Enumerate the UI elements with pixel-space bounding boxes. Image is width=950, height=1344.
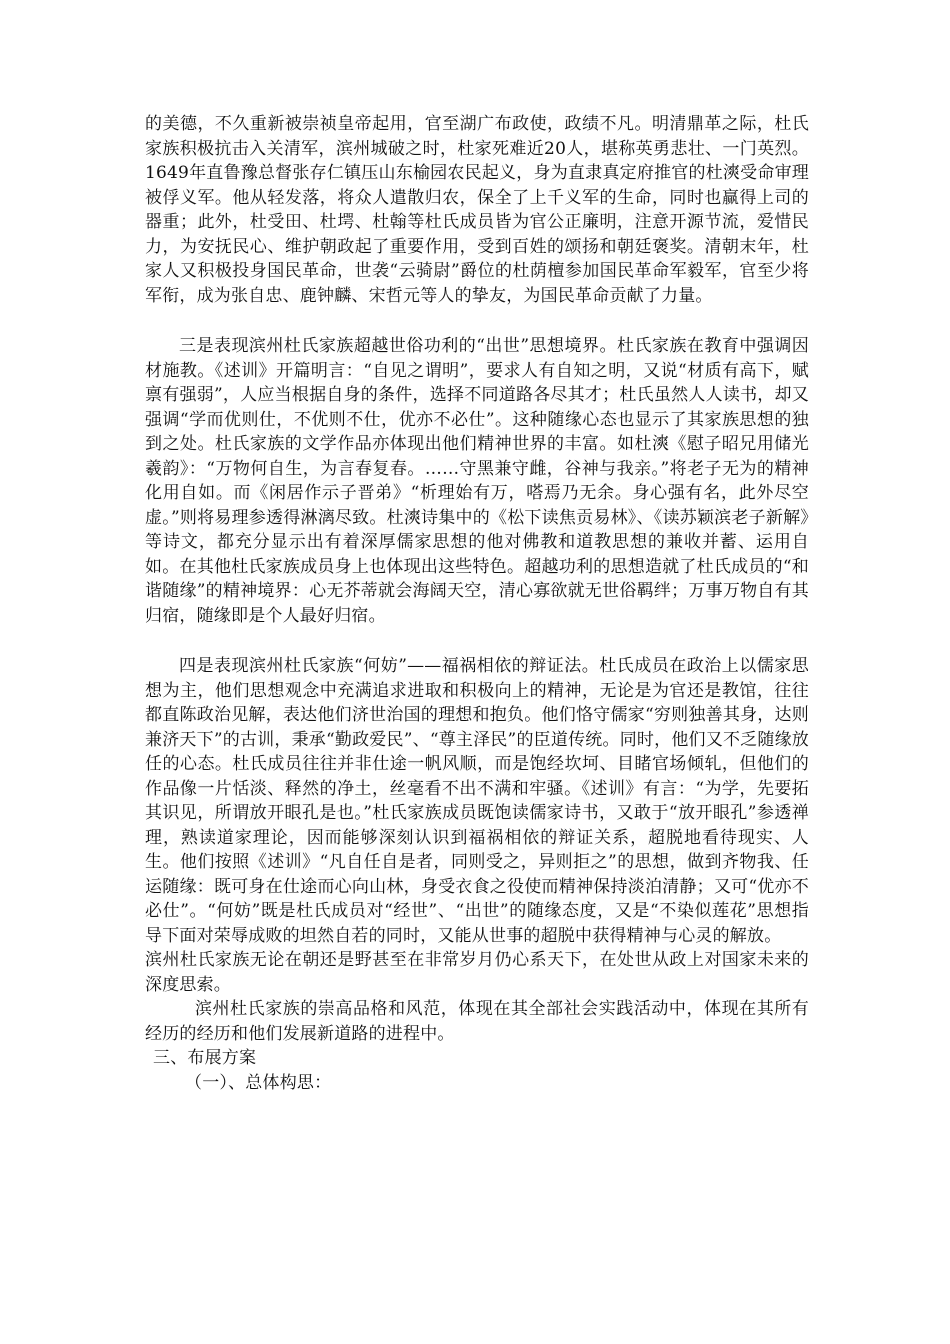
paragraph-1: 的美德，不久重新被崇祯皇帝起用，官至湖广布政使，政绩不凡。明清鼎革之际，杜氏家族积极抗击入关清军，滨州城破之时，杜家死难近20人，堪称英勇悲壮、一门英烈。1649年直鲁豫总督张存仁镇压山东榆园农民起义，身为直隶真定府推官的杜漺受命审理被俘义军。他从轻发落，将众人遣散归农，保全了上千义军的生命，同时也赢得上司的器重；此外，杜受田、杜堮、杜翰等杜氏成员皆为官公正廉明，注意开源节流，爱惜民力，为安抚民心、维护朝政起了重要作用，受到百姓的颂扬和朝廷褒奖。清朝末年，杜家人又积极投身国民革命，世袭“云骑尉”爵位的杜荫檀参加国民革命军毅军，官至少将军衔，成为张自忠、鹿钟麟、宋哲元等人的挚友，为国民革命贡献了力量。: [145, 114, 809, 306]
subsection-heading: （一）、总体构思：: [185, 1072, 332, 1093]
paragraph-2: 三是表现滨州杜氏家族超越世俗功利的“出世”思想境界。杜氏家族在教育中强调因材施教。《述训》开篇明言：“自见之谓明”，要求人有自知之明，又说“材质有高下，赋禀有强弱”，人应当根据自身的条件，选择不同道路各尽其才；杜氏虽然人人读书，却又强调“学而优则仕，不优则不仕，优亦不必仕”。这种随缘心态也显示了其家族思想的独到之处。杜氏家族的文学作品亦体现出他们精神世界的丰富。如杜漺《慰子昭兄用储光羲韵》：“万物何自生，为言春复春。……守黑兼守雌，谷神与我亲。”将老子无为的精神化用自如。而《闲居作示子晋弟》“析理始有万，嗒焉乃无余。身心强有名，此外尽空虚。”则将易理参透得淋漓尽致。杜漺诗集中的《松下读焦贡易林》、《读苏颖滨老子新解》等诗文，都充分显示出有着深厚儒家思想的他对佛教和道教思想的兼收并蓄、运用自如。在其他杜氏家族成员身上也体现出这些特色。超越功利的思想造就了杜氏成员的“和谐随缘”的精神境界：心无芥蒂就会海阔天空，清心寡欲就无世俗羁绊；万事万物自有其归宿，随缘即是个人最好归宿。: [145, 336, 809, 626]
paragraph-3: 四是表现滨州杜氏家族“何妨”——福祸相依的辩证法。杜氏成员在政治上以儒家思想为主，他们思想观念中充满追求进取和积极向上的精神，无论是为官还是教馆，往往都直陈政治见解，表达他们济世治国的理想和抱负。他们恪守儒家“穷则独善其身，达则兼济天下”的古训，秉承“勤政爱民”、“尊主泽民”的臣道传统。同时，他们又不乏随缘放任的心态。杜氏成员往往并非仕途一帆风顺，而是饱经坎坷、目睹官场倾轧，但他们的作品像一片恬淡、释然的净土，丝毫看不出不满和牢骚。《述训》有言：“为学，先要拓其识见，所谓放开眼孔是也。”杜氏家族成员既饱读儒家诗书，又敢于“放开眼孔”参透禅理，熟读道家理论，因而能够深刻认识到福祸相依的辩证关系，超脱地看待现实、人生。他们按照《述训》“凡自任自是者，同则受之，异则拒之”的思想，做到齐物我、任运随缘：既可身在仕途而心向山林，身受衣食之役使而精神保持淡泊清静；又可“优亦不必仕”。“何妨”既是杜氏成员对“经世”、“出世”的随缘态度，又是“不染似莲花”思想指导下面对荣辱成败的坦然自若的同时，又能从世事的超脱中获得精神与心灵的解放。: [145, 656, 809, 946]
document-body: [145, 112, 809, 1095]
section-heading: 三、布展方案: [153, 1048, 257, 1068]
paragraph-5: 滨州杜氏家族的崇高品格和风范，体现在其全部社会实践活动中，体现在其所有经历的经历和他们发展新道路的进程中。: [145, 999, 809, 1044]
paragraph-4: 滨州杜氏家族无论在朝还是野甚至在非常岁月仍心系天下，在处世从政上对国家未来的深度思索。: [145, 950, 809, 995]
